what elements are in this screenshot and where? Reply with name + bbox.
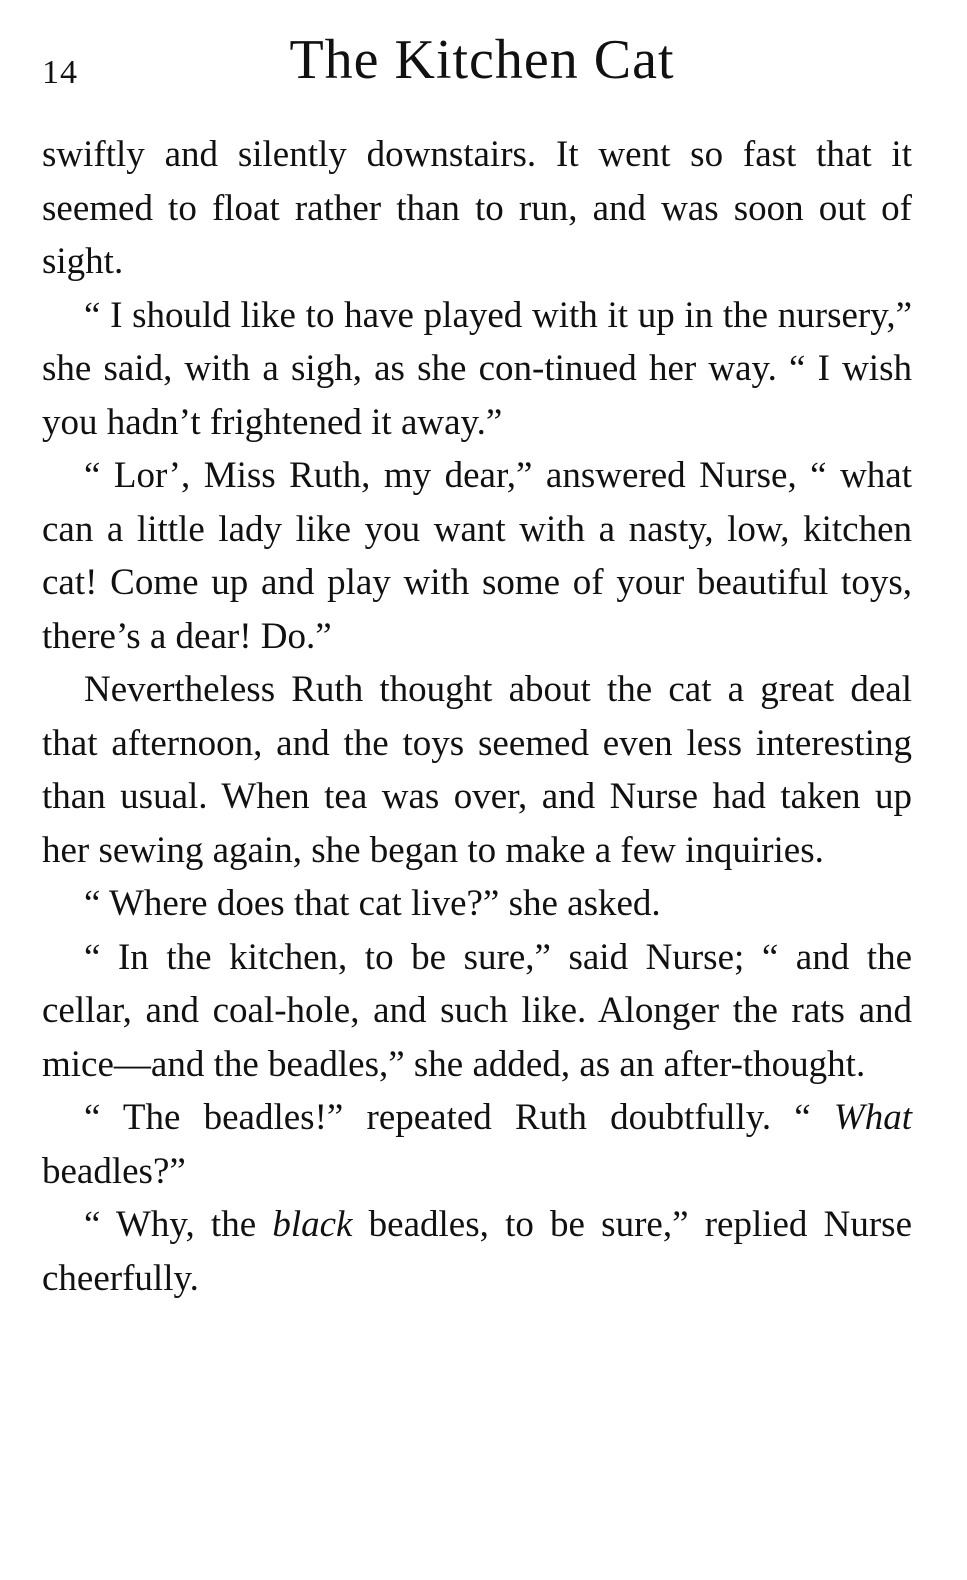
paragraph: [42, 289, 912, 450]
running-title: The Kitchen Cat: [289, 29, 675, 91]
text-span: “ Why, the: [84, 1204, 273, 1245]
body-text: [42, 128, 912, 1305]
paragraph: [42, 1091, 912, 1198]
paragraph: [42, 449, 912, 663]
text-span: “ In the kitchen, to be sure,” said Nurse; “ and the cellar, and coal-hole, and such like. Alonger the rats and mice—and the beadles,” she added, as an after-thought.: [42, 936, 912, 1085]
text-span: “ The beadles!” repeated Ruth doubtfully. “: [84, 1097, 834, 1138]
page-header: [42, 28, 922, 108]
text-span: swiftly and silently downstairs. It went so fast that it seemed to float rather than to run, and was soon out of sight.: [42, 134, 912, 282]
text-span: “ Lor’, Miss Ruth, my dear,” answered Nurse, “ what can a little lady like you want with a nasty, low, kitchen cat! Come up and play with some of your beautiful toys, there’s a dear! Do.”: [42, 455, 912, 657]
italic-emphasis: black: [272, 1204, 353, 1245]
text-span: beadles?”: [42, 1150, 186, 1192]
page-number: 14: [42, 54, 78, 91]
paragraph: [42, 931, 912, 1092]
paragraph: [42, 1198, 912, 1305]
text-span: beadles, to be sure,” replied Nurse cheerfully.: [42, 1204, 912, 1299]
italic-emphasis: What: [833, 1097, 912, 1138]
paragraph: [42, 663, 912, 877]
text-span: “ Where does that cat live?” she asked.: [84, 883, 661, 924]
text-span: “ I should like to have played with it up in the nursery,” she said, with a sigh, as she con-tinued her way. “ I wish you hadn’t frightened it away.”: [42, 294, 912, 443]
text-span: Nevertheless Ruth thought about the cat a great deal that afternoon, and the toys seemed even less interesting than usual. When tea was over, and Nurse had taken up her sewing again, she began to make a few inquiries.: [42, 669, 912, 871]
paragraph: [42, 877, 912, 931]
paragraph: [42, 128, 912, 289]
